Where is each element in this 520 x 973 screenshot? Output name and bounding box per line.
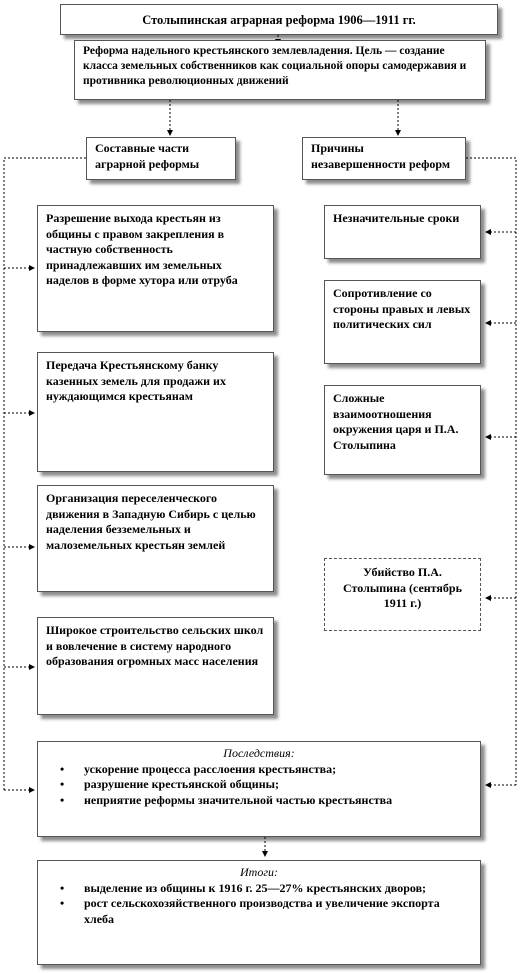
cause-box-1 xyxy=(324,205,481,259)
consequences-list xyxy=(46,762,472,809)
consequence-item: • неприятие реформы значительной частью крестьянства xyxy=(84,793,472,809)
result-item: • выделение из общины к 1916 г. 25—27% крестьянских дворов; xyxy=(84,881,472,897)
consequence-item: • ускорение процесса расслоения крестьянства; xyxy=(84,762,472,778)
cause-text-4: Убийство П.А. Столыпина (сентябрь 1911 г.) xyxy=(343,565,462,611)
cause-text-1: Незначительные сроки xyxy=(333,211,460,225)
results-box xyxy=(37,860,481,965)
intro-text: Реформа надельного крестьянского землевладения. Цель — создание класса земельных собственников как социальной опоры самодержавия и противника революционных движений xyxy=(83,45,467,87)
parts-header-text: Составные части аграрной реформы xyxy=(95,141,200,171)
causes-header-text: Причины незавершенности реформ xyxy=(311,141,451,171)
part-box-4 xyxy=(37,617,274,715)
cause-text-3: Сложные взаимоотношения окружения царя и П.А. Столыпина xyxy=(333,391,459,452)
cause-text-2: Сопротивление со стороны правых и левых политических сил xyxy=(333,286,471,332)
part-text-2: Передача Крестьянскому банку казенных земель для продажи их нуждающимся крестьянам xyxy=(46,358,226,404)
results-heading: Итоги: xyxy=(239,865,278,879)
diagram-title xyxy=(60,4,498,35)
title-text: Столыпинская аграрная реформа 1906—1911 гг. xyxy=(142,13,416,27)
part-box-3 xyxy=(37,485,274,592)
results-list xyxy=(46,881,472,928)
parts-header xyxy=(86,137,236,180)
result-item: • рост сельскохозяйственного производства и увеличение экспорта хлеба xyxy=(84,896,472,927)
part-text-3: Организация переселенческого движения в Западную Сибирь с целью наделения безземельных и малоземельных крестьян землей xyxy=(46,491,256,552)
cause-box-2 xyxy=(324,280,481,364)
intro-box xyxy=(74,40,486,100)
part-box-1 xyxy=(37,205,274,332)
consequences-heading: Последствия: xyxy=(223,746,295,760)
consequence-item: • разрушение крестьянской общины; xyxy=(84,777,472,793)
consequences-box xyxy=(37,741,481,837)
cause-box-4 xyxy=(324,558,481,631)
part-text-1: Разрешение выхода крестьян из общины с правом закрепления в частную собственность принадлежавших им земельных наделов в форме хутора или отруба xyxy=(46,211,238,288)
cause-box-3 xyxy=(324,385,481,475)
part-text-4: Широкое строительство сельских школ и вовлечение в систему народного образования огромных масс населения xyxy=(46,623,264,669)
part-box-2 xyxy=(37,352,274,472)
causes-header xyxy=(302,137,466,180)
